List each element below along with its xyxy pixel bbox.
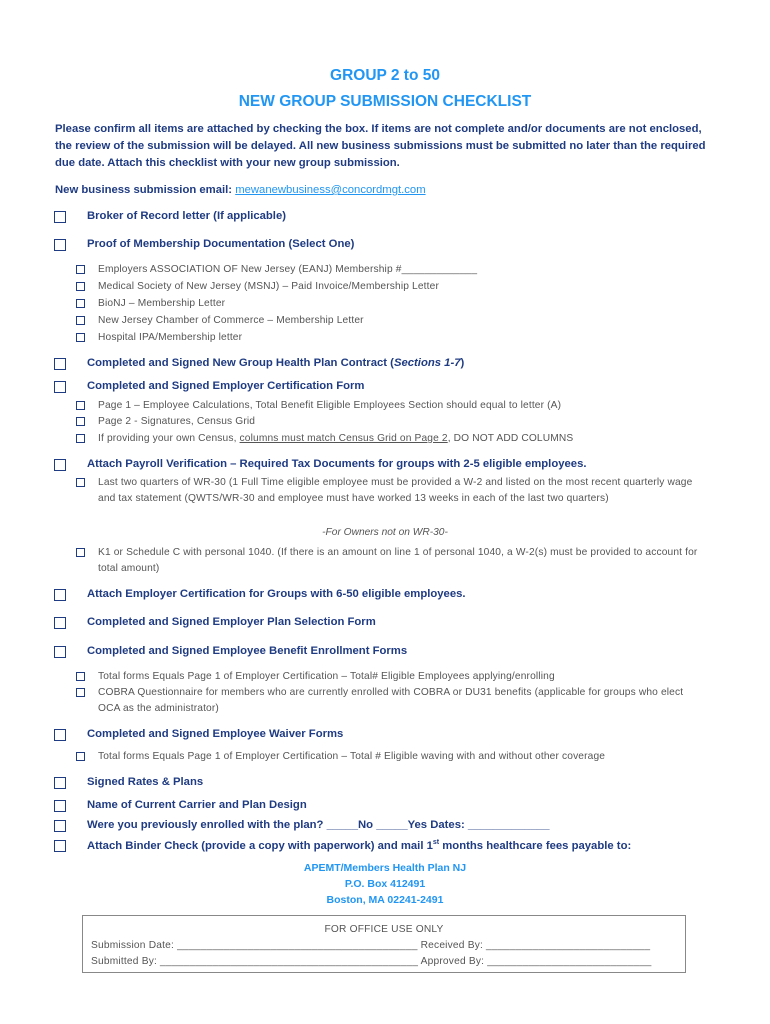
address-line-3: Boston, MA 02241-2491 — [326, 894, 444, 906]
office-row-submitted: Submitted By: ____________________________________________ Approved By: ____________________________ — [91, 956, 652, 967]
checkbox[interactable] — [54, 358, 66, 370]
sub-item: Hospital IPA/Membership letter — [76, 330, 706, 346]
checkbox[interactable] — [76, 265, 85, 274]
address-line-1: APEMT/Members Health Plan NJ — [303, 862, 467, 874]
checkbox[interactable] — [54, 777, 66, 789]
office-heading: FOR OFFICE USE ONLY — [324, 924, 444, 935]
item-label: Broker of Record letter (If applicable) — [87, 210, 286, 222]
checkbox[interactable] — [76, 752, 85, 761]
item-label: Completed and Signed New Group Health Plan Contract (Sections 1-7) — [87, 357, 465, 369]
item-label: Signed Rates & Plans — [87, 776, 204, 788]
sub-item: Employers ASSOCIATION OF New Jersey (EANJ) Membership #_____________ — [76, 262, 706, 278]
checkbox[interactable] — [54, 459, 66, 471]
checkbox[interactable] — [76, 688, 85, 697]
title-line-1: GROUP 2 to 50 — [330, 67, 440, 84]
address-line-2: P.O. Box 412491 — [344, 878, 426, 890]
sub-item: Page 1 – Employee Calculations, Total Benefit Eligible Employees Section should equal to letter (A) — [76, 398, 706, 414]
item-label: Completed and Signed Employer Plan Selection Form — [87, 616, 376, 628]
item-label: Attach Binder Check (provide a copy with paperwork) and mail 1st months healthcare fees payable to: — [87, 839, 632, 852]
item-label: Completed and Signed Employee Waiver Forms — [87, 728, 344, 740]
checkbox[interactable] — [54, 617, 66, 629]
checkbox[interactable] — [76, 299, 85, 308]
email-link[interactable]: mewanewbusiness@concordmgt.com — [235, 184, 426, 196]
sub-item: Last two quarters of WR-30 (1 Full Time eligible employee must be provided a W-2 and listed on the most recent quarterly wage and tax statement (QWTS/WR-30 and employee must have worked 13 weeks in each of the last two quarters) — [76, 475, 706, 507]
checkbox[interactable] — [54, 800, 66, 812]
sub-item: If providing your own Census, columns must match Census Grid on Page 2, DO NOT ADD COLUMNS — [76, 431, 706, 447]
sub-item: New Jersey Chamber of Commerce – Membership Letter — [76, 313, 706, 329]
checkbox[interactable] — [54, 840, 66, 852]
item-label: Completed and Signed Employer Certification Form — [87, 380, 365, 392]
title-line-2: NEW GROUP SUBMISSION CHECKLIST — [238, 93, 532, 110]
checkbox[interactable] — [76, 434, 85, 443]
item-label: Name of Current Carrier and Plan Design — [87, 799, 307, 811]
sub-item: COBRA Questionnaire for members who are currently enrolled with COBRA or DU31 benefits (applicable for groups who elect OCA as the administrator) — [76, 685, 706, 717]
checkbox[interactable] — [54, 820, 66, 832]
email-label: New business submission email: — [55, 184, 236, 196]
email-line — [55, 184, 426, 196]
sub-item: Medical Society of New Jersey (MSNJ) – Paid Invoice/Membership Letter — [76, 279, 706, 295]
checkbox[interactable] — [76, 672, 85, 681]
item-label: Attach Employer Certification for Groups with 6-50 eligible employees. — [87, 588, 466, 600]
checkbox[interactable] — [54, 239, 66, 251]
item-label: Proof of Membership Documentation (Select One) — [87, 238, 355, 250]
checkbox[interactable] — [76, 417, 85, 426]
item-label: Attach Payroll Verification – Required Tax Documents for groups with 2-5 eligible employees. — [87, 458, 587, 470]
checkbox[interactable] — [76, 548, 85, 557]
intro-text: Please confirm all items are attached by checking the box. If items are not complete and/or documents are not enclosed, the review of the submission will be delayed. All new business submissions must be submitted no later than the required due date. Attach this checklist with your new group submission. — [55, 123, 706, 169]
checkbox[interactable] — [54, 646, 66, 658]
sub-item: Total forms Equals Page 1 of Employer Certification – Total# Eligible Employees applying/enrolling — [76, 669, 706, 685]
checkbox[interactable] — [54, 211, 66, 223]
owners-note: -For Owners not on WR-30- — [322, 527, 448, 538]
sub-item: Total forms Equals Page 1 of Employer Certification – Total # Eligible waving with and without other coverage — [76, 749, 706, 765]
item-label: Completed and Signed Employee Benefit Enrollment Forms — [87, 645, 408, 657]
sub-item: K1 or Schedule C with personal 1040. (If there is an amount on line 1 of personal 1040, a W-2(s) must be provided to account for total amount) — [76, 545, 706, 577]
checkbox[interactable] — [54, 381, 66, 393]
item-label: Were you previously enrolled with the plan? _____No _____Yes Dates: _____________ — [87, 819, 550, 831]
office-use-box — [82, 915, 686, 973]
checkbox[interactable] — [54, 729, 66, 741]
office-row-submission: Submission Date: _________________________________________ Received By: ____________________________ — [91, 940, 651, 951]
sub-item: BioNJ – Membership Letter — [76, 296, 706, 312]
sub-item: Page 2 - Signatures, Census Grid — [76, 414, 706, 430]
checkbox[interactable] — [76, 282, 85, 291]
checkbox[interactable] — [76, 401, 85, 410]
checkbox[interactable] — [76, 316, 85, 325]
checkbox[interactable] — [76, 478, 85, 487]
checkbox[interactable] — [54, 589, 66, 601]
checkbox[interactable] — [76, 333, 85, 342]
